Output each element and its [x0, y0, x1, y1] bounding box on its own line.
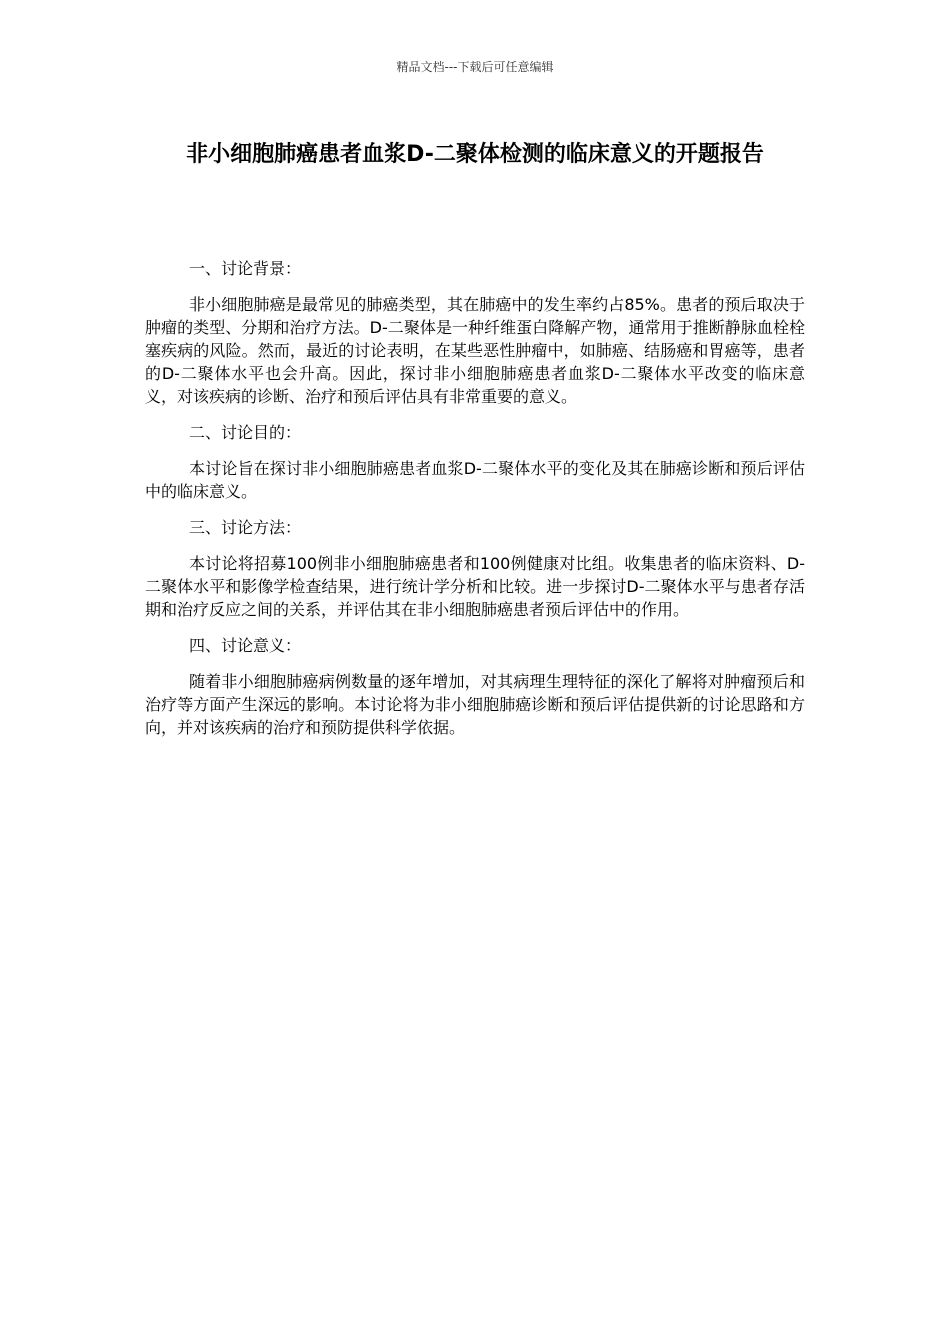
- section-heading-method: 三、讨论方法：: [189, 518, 302, 537]
- section-body-significance: 随着非小细胞肺癌病例数量的逐年增加，对其病理生理特征的深化了解将对肿瘤预后和治疗等方面产生深远的影响。本讨论将为非小细胞肺癌诊断和预后评估提供新的讨论思路和方向，并对该疾病的治疗和预防提供科学依据。: [145, 672, 805, 737]
- section-body-method: 本讨论将招募100例非小细胞肺癌患者和100例健康对比组。收集患者的临床资料、D-二聚体水平和影像学检查结果，进行统计学分析和比较。进一步探讨D-二聚体水平与患者存活期和治疗反应之间的关系，并评估其在非小细胞肺癌患者预后评估中的作用。: [145, 554, 805, 619]
- header-note: 精品文档---下载后可任意编辑: [396, 60, 554, 74]
- section-body-purpose: 本讨论旨在探讨非小细胞肺癌患者血浆D-二聚体水平的变化及其在肺癌诊断和预后评估中的临床意义。: [145, 459, 805, 501]
- section-body-background: 非小细胞肺癌是最常见的肺癌类型，其在肺癌中的发生率约占85%。患者的预后取决于肿瘤的类型、分期和治疗方法。D-二聚体是一种纤维蛋白降解产物，通常用于推断静脉血栓栓塞疾病的风险。然而，最近的讨论表明，在某些恶性肿瘤中，如肺癌、结肠癌和胃癌等，患者的D-二聚体水平也会升高。因此，探讨非小细胞肺癌患者血浆D-二聚体水平改变的临床意义，对该疾病的诊断、治疗和预后评估具有非常重要的意义。: [145, 295, 805, 406]
- document-title: 非小细胞肺癌患者血浆D-二聚体检测的临床意义的开题报告: [186, 142, 764, 167]
- section-heading-background: 一、讨论背景：: [189, 259, 302, 278]
- document-body: [145, 257, 805, 752]
- section-heading-significance: 四、讨论意义：: [189, 636, 302, 655]
- section-heading-purpose: 二、讨论目的：: [189, 423, 302, 442]
